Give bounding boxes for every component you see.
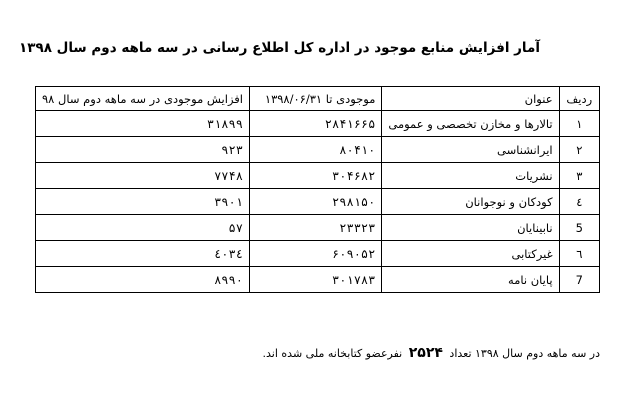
title-cell: غیرکتابی [382,241,559,267]
title-cell: کودکان و نوجوانان [382,189,559,215]
stock-cell: ۲۸۴۱۶۶۵ [249,111,381,137]
row-number-cell: ۱ [559,111,599,137]
footnote-text-before: در سه ماهه دوم سال ۱۳۹۸ تعداد [449,347,600,360]
new-members-count: ۲۵۲۴ [408,345,443,361]
title-cell: تالارها و مخازن تخصصی و عمومی [382,111,559,137]
header-title: عنوان [382,87,559,111]
resources-table [35,86,600,293]
increase-cell: ۳۹۰۱ [36,189,250,215]
row-number-cell: ٤ [559,189,599,215]
table-row [36,215,600,241]
row-number-cell: ٦ [559,241,599,267]
stock-cell: ۳۰۴۶۸۲ [249,163,381,189]
footnote-text-after: نفرعضو کتابخانه ملی شده اند. [262,347,403,360]
title-cell: ایرانشناسی [382,137,559,163]
stock-cell: ۲۹۸۱۵۰ [249,189,381,215]
table-row [36,241,600,267]
stock-cell: ۳۰۱۷۸۳ [249,267,381,293]
row-number-cell: ۳ [559,163,599,189]
stock-cell: ۲۳۳۲۳ [249,215,381,241]
title-cell: نابینایان [382,215,559,241]
header-increase: افزایش موجودی در سه ماهه دوم سال ۹۸ [36,87,250,111]
title-cell: نشریات [382,163,559,189]
increase-cell: ٤۰۳٤ [36,241,250,267]
table-row [36,111,600,137]
row-number-cell: ۲ [559,137,599,163]
table-header-row [36,87,600,111]
table-row [36,189,600,215]
page-title: آمار افزایش منابع موجود در اداره کل اطلاع رسانی در سه ماهه دوم سال ۱۳۹۸ [18,40,540,56]
table-row [36,137,600,163]
increase-cell: ۹۲۳ [36,137,250,163]
table-row [36,267,600,293]
increase-cell: ۵۷ [36,215,250,241]
stock-cell: ۶۰۹۰۵۲ [249,241,381,267]
row-number-cell: 7 [559,267,599,293]
header-stock: موجودی تا ۱۳۹۸/۰۶/۳۱ [249,87,381,111]
increase-cell: ۸۹۹۰ [36,267,250,293]
title-cell: پایان نامه [382,267,559,293]
footnote [150,345,600,361]
row-number-cell: 5 [559,215,599,241]
increase-cell: ۳۱۸۹۹ [36,111,250,137]
table-row [36,163,600,189]
header-row-number: ردیف [559,87,599,111]
increase-cell: ۷۷۴۸ [36,163,250,189]
stock-cell: ۸۰۴۱۰ [249,137,381,163]
